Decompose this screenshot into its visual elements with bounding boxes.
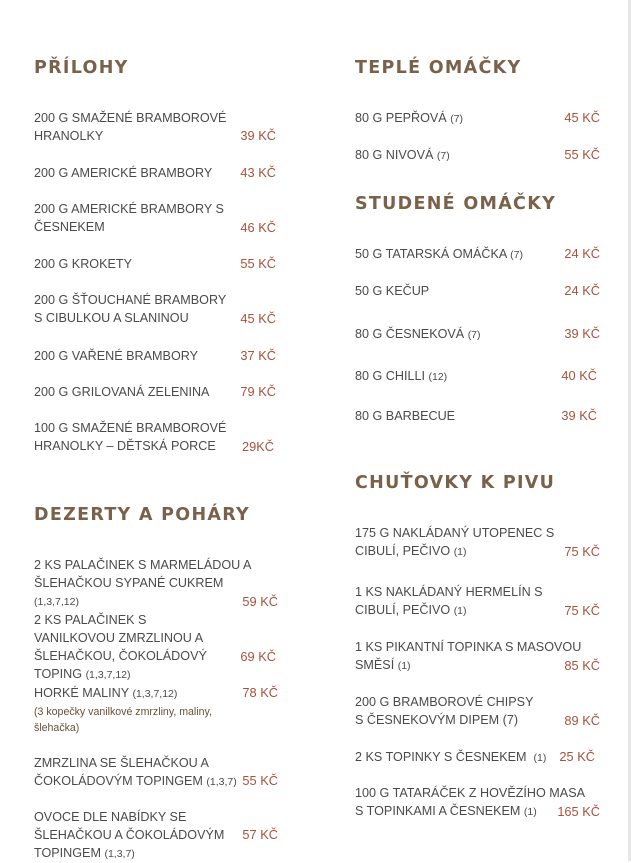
menu-item — [355, 146, 600, 165]
allergens: (1,3,7) — [104, 848, 135, 860]
allergens: (7) — [436, 150, 450, 162]
item-name — [34, 808, 249, 863]
item-price: 55 KČ — [240, 256, 276, 271]
item-name: 200 G ŠŤOUCHANÉ BRAMBORY S CIBULKOU A SLANINOU — [34, 293, 226, 325]
item-name — [34, 684, 278, 703]
item-name-text: 200 G BRAMBOROVÉ CHIPSY S ČESNEKOVÝM DIPEM — [355, 695, 534, 727]
allergens: (1) — [397, 660, 411, 672]
menu-item — [355, 638, 600, 675]
section-title-studene-omacky: STUDENÉ OMÁČKY — [355, 194, 557, 214]
item-price: 75 KČ — [564, 544, 600, 559]
allergens: (1) — [453, 546, 467, 558]
menu-item — [355, 693, 600, 729]
item-name-text: HORKÉ MALINY — [34, 686, 129, 700]
item-name-text: ZMRZLINA SE ŠLEHAČKOU A ČOKOLÁDOVÝM TOPINGEM — [34, 756, 209, 788]
section-title-dezerty: DEZERTY A POHÁRY — [34, 505, 251, 525]
section-title-prilohy: PŘÍLOHY — [34, 58, 129, 78]
item-price: 165 KČ — [557, 804, 600, 819]
allergens: (1,3,7,12) — [85, 669, 131, 681]
allergens: (1) — [533, 752, 547, 764]
menu-item — [34, 611, 276, 684]
menu-item — [355, 325, 600, 344]
item-name: 200 G AMERICKÉ BRAMBORY S ČESNEKEM — [34, 202, 224, 234]
item-name-text: 2 KS PALAČINEK S VANILKOVOU ZMRZLINOU A ŠLEHAČKOU, ČOKOLÁDOVÝ TOPING — [34, 613, 207, 681]
item-name — [355, 693, 545, 729]
item-name — [355, 146, 600, 165]
item-price: 24 KČ — [564, 246, 600, 261]
item-name — [34, 754, 249, 791]
allergens: (7) — [502, 713, 519, 727]
menu-item — [355, 748, 595, 767]
item-name-text: 80 G NIVOVÁ — [355, 148, 434, 162]
item-price: 59 KČ — [242, 594, 278, 609]
item-price: 43 KČ — [240, 165, 276, 180]
item-name-text: 175 G NAKLÁDANÝ UTOPENEC S CIBULÍ, PEČIVO — [355, 526, 555, 558]
allergens: (7) — [450, 113, 464, 125]
item-price: 89 KČ — [564, 713, 600, 728]
item-name — [355, 245, 600, 264]
item-price: 75 KČ — [564, 603, 600, 618]
item-name-text: 80 G CHILLI — [355, 369, 425, 383]
item-name: 200 G AMERICKÉ BRAMBORY — [34, 166, 213, 180]
item-name — [34, 611, 229, 684]
menu-item — [355, 407, 597, 425]
item-price: 78 KČ — [242, 685, 278, 700]
menu-item — [355, 282, 600, 300]
item-name — [355, 638, 590, 675]
item-price: 46 KČ — [240, 220, 276, 235]
item-name-text: 2 KS TOPINKY S ČESNEKEM — [355, 750, 527, 764]
menu-item — [355, 583, 600, 620]
item-name: 200 G KROKETY — [34, 257, 132, 271]
item-name — [355, 325, 600, 344]
menu-item — [34, 347, 276, 365]
item-name: 200 G SMAŽENÉ BRAMBOROVÉ HRANOLKY — [34, 111, 227, 143]
item-price: 69 KČ — [240, 649, 276, 664]
menu-item — [34, 754, 278, 791]
menu-item — [34, 109, 276, 145]
allergens: (1,3,7,12) — [34, 596, 79, 608]
item-name-text: 80 G PEPŘOVÁ — [355, 111, 447, 125]
item-price: 57 KČ — [242, 827, 278, 842]
section-title-teple-omacky: TEPLÉ OMÁČKY — [355, 58, 522, 78]
item-price: 55 KČ — [242, 773, 278, 788]
item-note: (3 kopečky vanilkové zmrzliny, maliny, šlehačka) — [34, 706, 212, 734]
item-price: 85 KČ — [564, 658, 600, 673]
menu-item — [34, 200, 276, 236]
menu-item — [355, 109, 600, 128]
item-name: 80 G BARBECUE — [355, 409, 456, 423]
menu-item — [34, 556, 278, 611]
item-price: 29KČ — [241, 439, 274, 454]
allergens: (7) — [510, 249, 523, 261]
item-name — [355, 109, 600, 128]
allergens: (12) — [428, 371, 448, 383]
item-price: 45 KČ — [240, 311, 276, 326]
item-name: 200 G VAŘENÉ BRAMBORY — [34, 349, 199, 363]
menu-item — [355, 367, 597, 386]
menu-item — [34, 419, 274, 455]
item-name-text: 1 KS PIKANTNÍ TOPINKA S MASOVOU SMĚSÍ — [355, 640, 582, 672]
menu-item — [34, 291, 276, 327]
menu-item — [34, 808, 278, 863]
item-name — [355, 583, 590, 620]
item-price: 55 KČ — [564, 147, 600, 162]
item-name-text: OVOCE DLE NABÍDKY SE ŠLEHAČKOU A ČOKOLÁDOVÝM TOPINGEM — [34, 810, 225, 860]
item-name-text: 1 KS NAKLÁDANÝ HERMELÍN S CIBULÍ, PEČIVO — [355, 585, 543, 617]
item-price: 24 KČ — [564, 283, 600, 298]
allergens: (7) — [467, 329, 481, 341]
item-name-text: 2 KS PALAČINEK S MARMELÁDOU A ŠLEHAČKOU SYPANÉ CUKREM — [34, 558, 251, 590]
item-name-text: 50 G TATARSKÁ OMÁČKA — [355, 247, 507, 261]
item-name — [34, 556, 259, 611]
menu-item — [34, 684, 278, 736]
item-name-text: 100 G TATARÁČEK Z HOVĚZÍHO MASA S TOPINKAMI A ČESNEKEM — [355, 786, 585, 818]
item-price: 37 KČ — [240, 348, 276, 363]
menu-item — [34, 383, 276, 401]
item-price: 45 KČ — [564, 110, 600, 125]
item-name — [355, 524, 600, 561]
menu-item — [355, 784, 600, 821]
item-price: 39 KČ — [561, 408, 597, 423]
section-title-chutovky: CHUŤOVKY K PIVU — [355, 473, 556, 493]
item-name: 100 G SMAŽENÉ BRAMBOROVÉ HRANOLKY – DĚTSKÁ PORCE — [34, 421, 227, 453]
item-price: 40 KČ — [561, 368, 597, 383]
menu-item — [34, 164, 276, 182]
menu-item — [355, 245, 600, 264]
allergens: (1) — [523, 806, 537, 818]
item-name: 200 G GRILOVANÁ ZELENINA — [34, 385, 210, 399]
item-price: 39 KČ — [564, 326, 600, 341]
item-name-text: 80 G ČESNEKOVÁ — [355, 327, 465, 341]
menu-item — [355, 524, 600, 561]
item-price: 25 KČ — [559, 749, 595, 764]
allergens: (1) — [453, 605, 467, 617]
item-name: 50 G KEČUP — [355, 284, 430, 298]
item-price: 79 KČ — [240, 384, 276, 399]
allergens: (1,3,7,12) — [132, 688, 178, 700]
allergens: (1,3,7) — [206, 776, 237, 788]
item-price: 39 KČ — [240, 128, 276, 143]
menu-item — [34, 255, 276, 273]
